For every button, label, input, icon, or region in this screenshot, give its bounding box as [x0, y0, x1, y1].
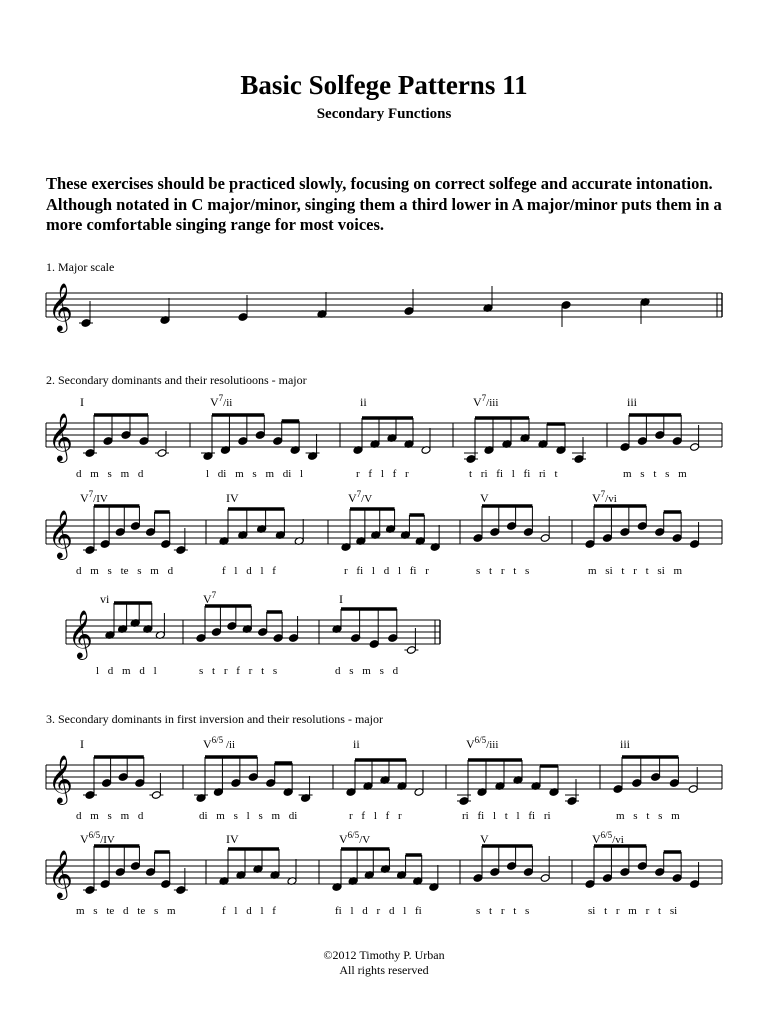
- treble-clef-icon: 𝄞: [48, 849, 73, 898]
- treble-clef-icon: 𝄞: [48, 754, 73, 803]
- chord-symbol: iii: [620, 737, 631, 751]
- chord-symbol: V: [480, 491, 489, 505]
- chord-symbol: $V^7/vi$: [592, 489, 617, 505]
- chord-symbol: ii: [360, 395, 367, 409]
- exercise-2-label: 2. Secondary dominants and their resolutioons - major: [46, 373, 307, 387]
- solfege-syllables: di m s l s m di: [199, 810, 298, 822]
- solfege-syllables: s t r f r t s: [199, 665, 278, 677]
- solfege-syllables: ri fi l t l fi ri: [462, 810, 551, 822]
- treble-clef-icon: 𝄞: [68, 609, 93, 658]
- copyright-footer: [0, 948, 768, 978]
- solfege-syllables: si t r m r t si: [588, 905, 678, 917]
- solfege-syllables: d m s te s m d: [76, 565, 174, 577]
- chord-symbol: $V^{6/5}/V$: [339, 830, 371, 846]
- solfege-syllables: l d m d l: [96, 665, 157, 677]
- solfege-syllables: r f l f r: [356, 468, 409, 480]
- solfege-syllables: f l d l f: [222, 565, 276, 577]
- solfege-syllables: t ri fi l fi ri t: [469, 468, 558, 480]
- solfege-syllables: r fi l d l fi r: [344, 565, 429, 577]
- copyright-line: ©2012 Timothy P. Urban: [323, 948, 445, 962]
- chord-symbol: $V^{6/5}/vi$: [592, 830, 624, 846]
- solfege-syllables: fi l d r d l fi: [335, 905, 422, 917]
- chord-symbol: I: [339, 592, 343, 606]
- solfege-syllables: d m s m d: [76, 810, 144, 822]
- chord-symbol: $V^7/V$: [348, 489, 373, 505]
- chord-symbol: iii: [627, 395, 638, 409]
- solfege-syllables: m si t r t si m: [588, 565, 683, 577]
- chord-symbol: ii: [353, 737, 360, 751]
- chord-symbol: I: [80, 395, 84, 409]
- solfege-syllables: s t r t s: [476, 565, 530, 577]
- solfege-syllables: m s t s m: [623, 468, 687, 480]
- solfege-syllables: f l d l f: [222, 905, 276, 917]
- treble-clef-icon: 𝄞: [48, 412, 73, 461]
- exercise-1-label: 1. Major scale: [46, 260, 115, 274]
- solfege-syllables: d s m s d: [335, 665, 399, 677]
- intro-paragraph: These exercises should be practiced slowly, focusing on correct solfege and accurate intonation. Although notated in C major/minor, singing them a third lower in A major/minor puts them in a more comfortable singing range for most voices.: [46, 174, 722, 234]
- rights-line: All rights reserved: [339, 963, 429, 977]
- solfege-syllables: m s te d te s m: [76, 905, 176, 917]
- chord-symbol: $V^7/ii$: [210, 393, 233, 409]
- chord-symbol: $V^{6/5}$/iii: [466, 735, 499, 751]
- chord-symbol: vi: [100, 592, 110, 606]
- solfege-syllables: r f l f r: [349, 810, 402, 822]
- solfege-syllables: s t r t s: [476, 905, 530, 917]
- chord-symbol: V: [480, 832, 489, 846]
- page-subtitle: Secondary Functions: [316, 106, 452, 122]
- chord-symbol: IV: [226, 832, 239, 846]
- treble-clef-icon: 𝄞: [48, 282, 73, 331]
- chord-symbol: I: [80, 737, 84, 751]
- chord-symbol: IV: [226, 491, 239, 505]
- chord-symbol: $V^{6/5}$ /ii: [203, 735, 236, 751]
- page-title: Basic Solfege Patterns 11: [240, 70, 528, 100]
- treble-clef-icon: 𝄞: [48, 509, 73, 558]
- chord-symbol: $V^7$: [203, 590, 217, 606]
- chord-symbol: $V^7/IV$: [80, 489, 108, 505]
- chord-symbol: $V^{6/5}/IV$: [80, 830, 115, 846]
- solfege-syllables: l di m s m di l: [206, 468, 304, 480]
- solfege-syllables: m s t s m: [616, 810, 680, 822]
- solfege-syllables: d m s m d: [76, 468, 144, 480]
- exercise-3-label: 3. Secondary dominants in first inversion and their resolutions - major: [46, 712, 383, 726]
- chord-symbol: $V^7$/iii: [473, 393, 499, 409]
